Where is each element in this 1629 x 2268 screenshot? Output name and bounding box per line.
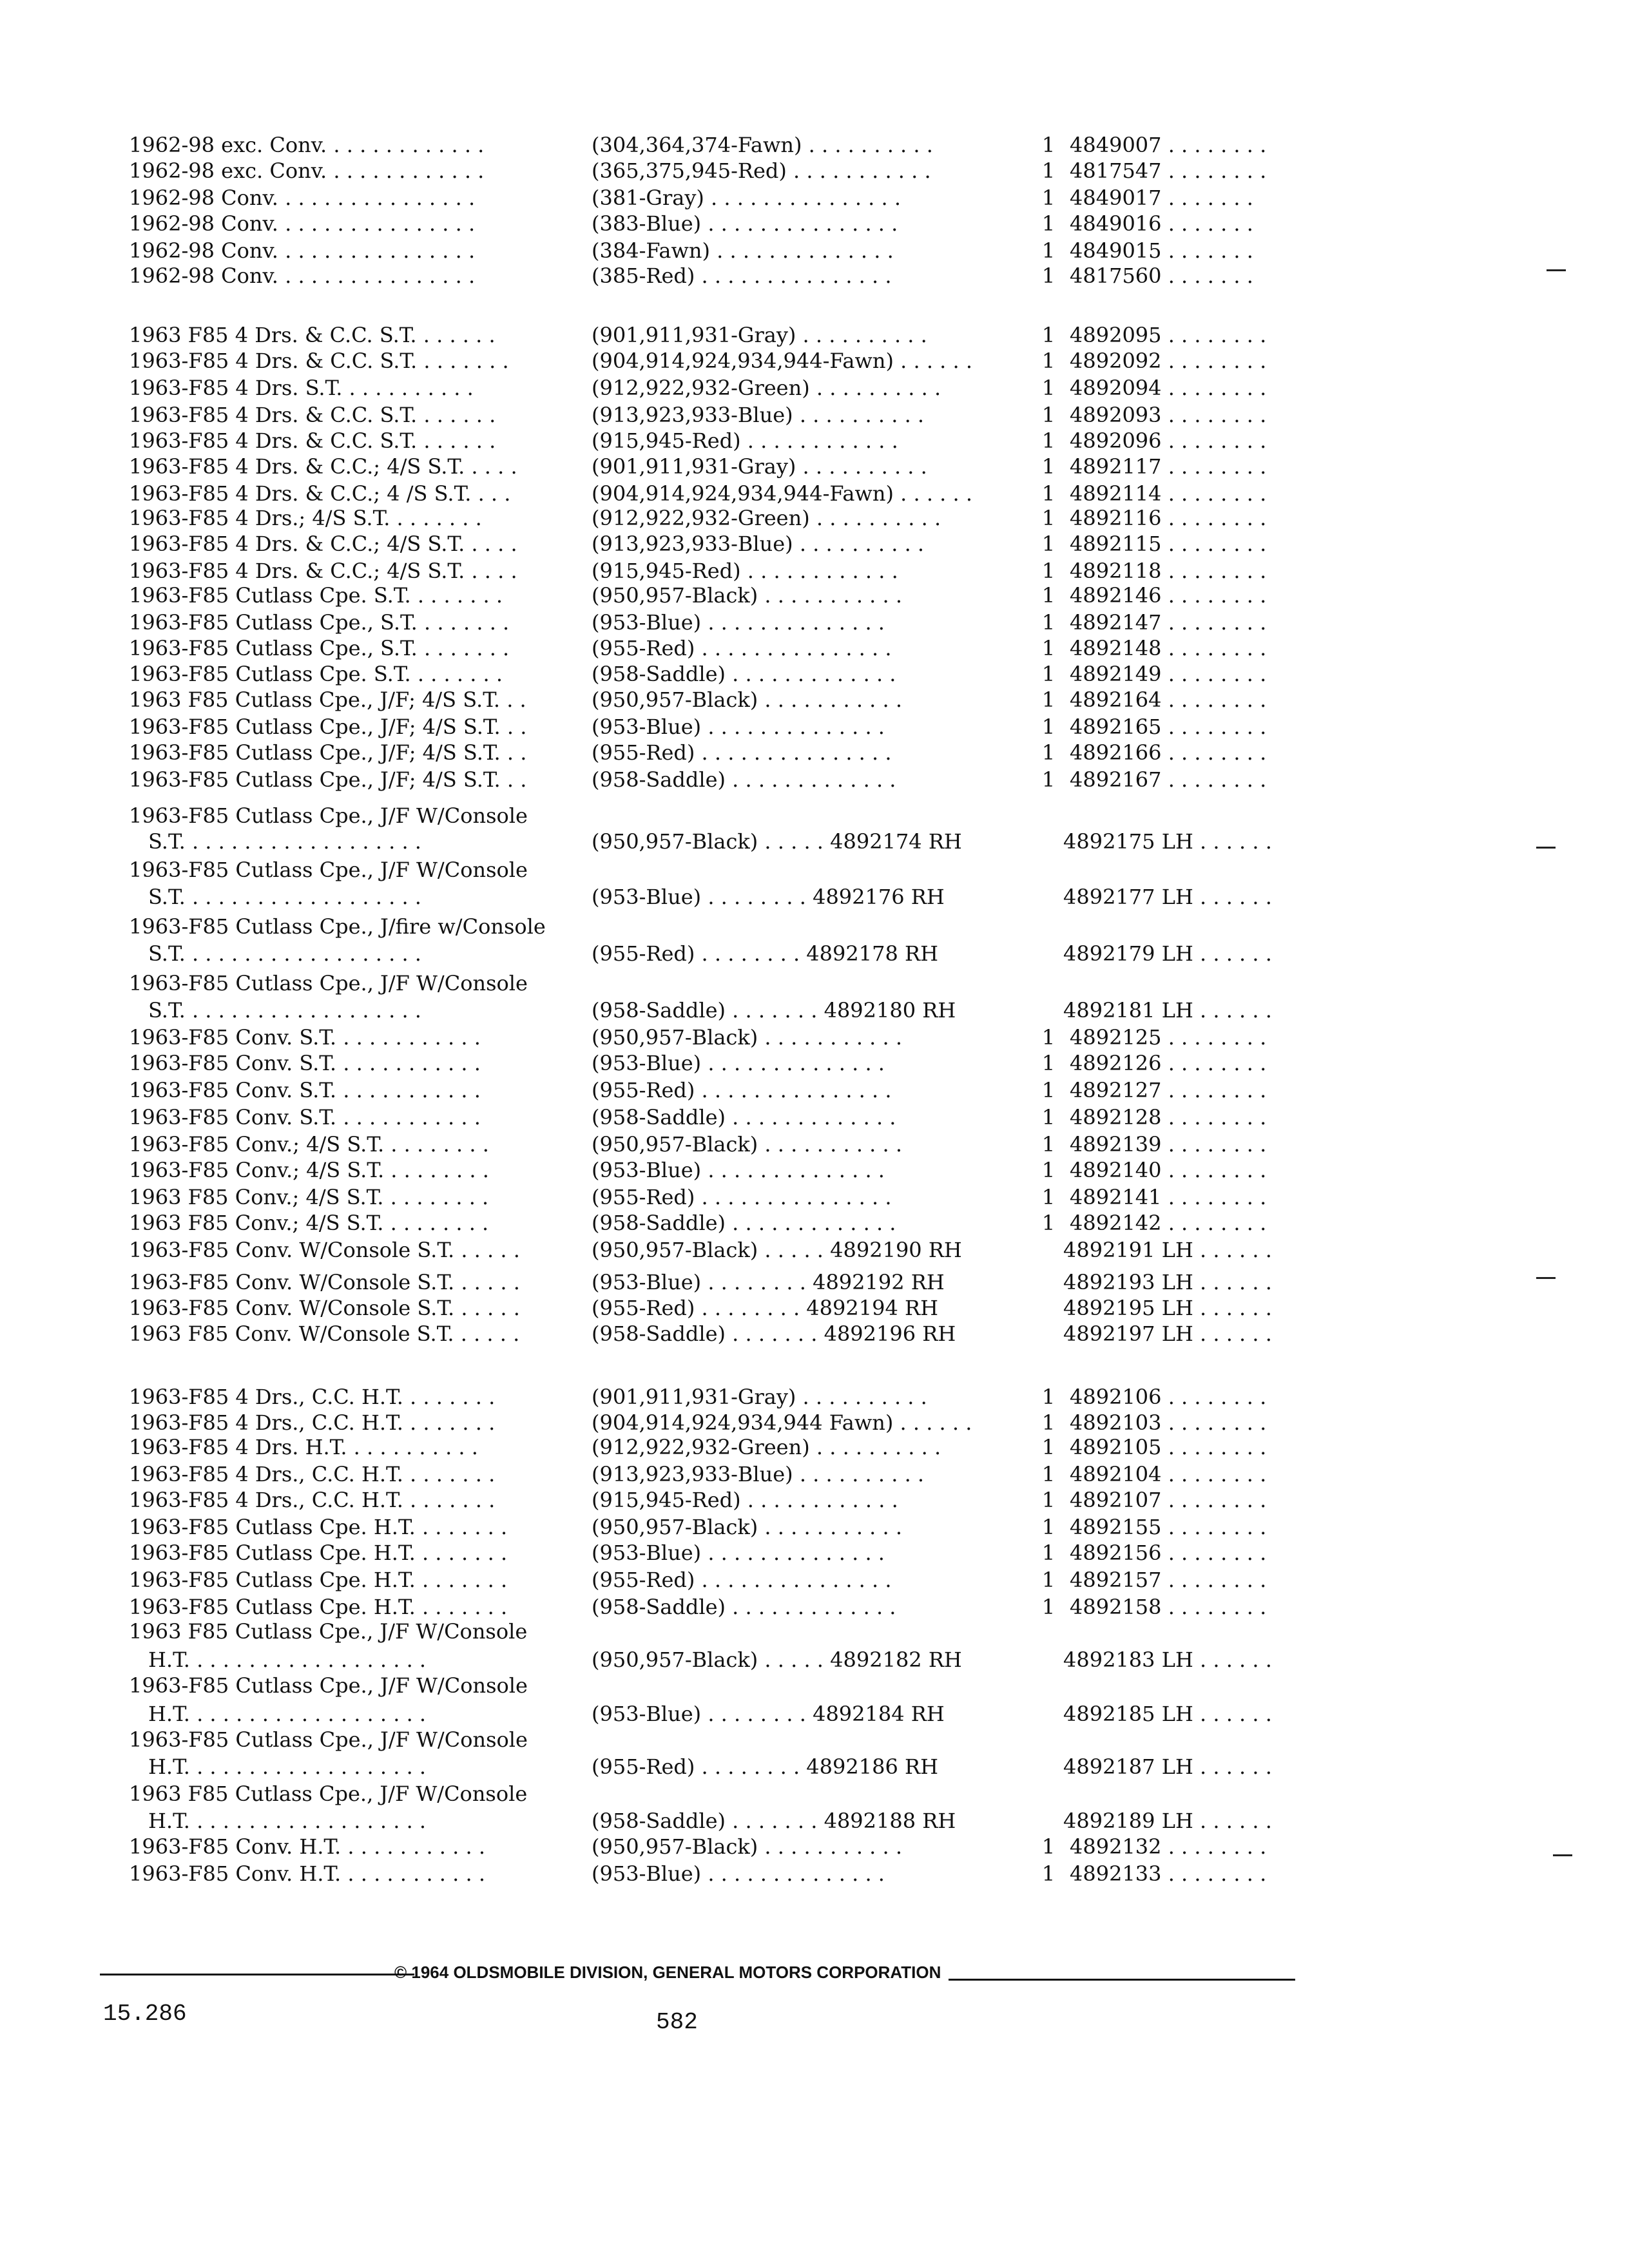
model-cell: H.T. . . . . . . . . . . . . . . . . . . xyxy=(148,1809,427,1833)
table-row xyxy=(0,1461,1629,1487)
model-cell: 1963-F85 Cutlass Cpe., J/F W/Console xyxy=(129,803,528,828)
part-number-cell: 4892141 . . . . . . . . xyxy=(1070,1185,1267,1209)
color-cell: (958-Saddle) . . . . . . . . . . . . . xyxy=(592,662,896,686)
quantity-cell: 1 xyxy=(1041,559,1055,583)
color-cell: (958-Saddle) . . . . . . . . . . . . . xyxy=(592,1595,896,1619)
part-number-cell: 4892156 . . . . . . . . xyxy=(1070,1541,1267,1565)
color-cell: (953-Blue) . . . . . . . . 4892192 RH xyxy=(592,1270,945,1294)
part-number-cell: 4892107 . . . . . . . . xyxy=(1070,1488,1267,1512)
color-cell: (383-Blue) . . . . . . . . . . . . . . . xyxy=(592,211,898,236)
color-cell: (955-Red) . . . . . . . . 4892194 RH xyxy=(592,1296,938,1320)
model-cell: 1963-F85 Conv. H.T. . . . . . . . . . . . xyxy=(129,1834,485,1859)
model-cell: 1963-F85 Conv.; 4/S S.T. . . . . . . . . xyxy=(129,1158,489,1182)
table-row xyxy=(0,767,1629,793)
quantity-cell: 1 xyxy=(1041,481,1055,506)
color-cell: (913,923,933-Blue) . . . . . . . . . . xyxy=(592,1462,925,1486)
model-cell: 1963 F85 4 Drs. & C.C. S.T. . . . . . . xyxy=(129,323,496,347)
color-cell: (950,957-Black) . . . . . . . . . . . xyxy=(592,1132,903,1157)
lh-part-number-cell: 4892177 LH . . . . . . xyxy=(1063,885,1272,909)
table-row xyxy=(0,1567,1629,1593)
table-row xyxy=(0,1487,1629,1513)
model-cell: 1962-98 Conv. . . . . . . . . . . . . . . . xyxy=(129,264,476,288)
color-cell: (304,364,374-Fawn) . . . . . . . . . . xyxy=(592,133,933,157)
table-row xyxy=(0,1131,1629,1157)
table-row xyxy=(0,1237,1629,1263)
quantity-cell: 1 xyxy=(1041,428,1055,453)
color-cell: (955-Red) . . . . . . . . . . . . . . . xyxy=(592,1185,892,1209)
color-cell: (955-Red) . . . . . . . . 4892178 RH xyxy=(592,941,938,966)
table-row xyxy=(0,1540,1629,1566)
model-cell: 1963-F85 Cutlass Cpe., J/F W/Console xyxy=(129,971,528,995)
quantity-cell: 1 xyxy=(1041,1078,1055,1102)
color-cell: (950,957-Black) . . . . . . . . . . . xyxy=(592,1025,903,1050)
part-number-cell: 4892147 . . . . . . . . xyxy=(1070,610,1267,635)
color-cell: (953-Blue) . . . . . . . . 4892184 RH xyxy=(592,1702,945,1726)
color-cell: (953-Blue) . . . . . . . . . . . . . . xyxy=(592,1861,885,1886)
color-cell: (958-Saddle) . . . . . . . 4892180 RH xyxy=(592,998,956,1023)
quantity-cell: 1 xyxy=(1041,1410,1055,1435)
color-cell: (950,957-Black) . . . . . . . . . . . xyxy=(592,583,903,608)
table-row xyxy=(0,185,1629,211)
part-number-cell: 4892133 . . . . . . . . xyxy=(1070,1861,1267,1886)
part-number-cell: 4892114 . . . . . . . . xyxy=(1070,481,1267,506)
model-cell: 1963-F85 Cutlass Cpe., J/F; 4/S S.T. . . xyxy=(129,767,527,792)
model-cell: 1963-F85 Cutlass Cpe., J/F; 4/S S.T. . . xyxy=(129,740,527,765)
quantity-cell: 1 xyxy=(1041,1051,1055,1075)
quantity-cell: 1 xyxy=(1041,662,1055,686)
table-row xyxy=(0,1024,1629,1050)
color-cell: (950,957-Black) . . . . . . . . . . . xyxy=(592,1515,903,1539)
lh-part-number-cell: 4892195 LH . . . . . . xyxy=(1063,1296,1272,1320)
quantity-cell: 1 xyxy=(1041,1435,1055,1459)
lh-part-number-cell: 4892183 LH . . . . . . xyxy=(1063,1648,1272,1672)
table-row xyxy=(0,1210,1629,1236)
table-row xyxy=(0,970,1629,996)
color-cell: (365,375,945-Red) . . . . . . . . . . . xyxy=(592,159,931,183)
table-row xyxy=(0,1619,1629,1644)
table-row xyxy=(0,610,1629,635)
table-row xyxy=(0,1184,1629,1210)
quantity-cell: 1 xyxy=(1041,349,1055,373)
quantity-cell: 1 xyxy=(1041,1132,1055,1157)
table-row xyxy=(0,997,1629,1023)
part-number-cell: 4892140 . . . . . . . . xyxy=(1070,1158,1267,1182)
model-cell: 1963-F85 Cutlass Cpe. H.T. . . . . . . . xyxy=(129,1541,508,1565)
table-row xyxy=(0,1321,1629,1347)
part-number-cell: 4892094 . . . . . . . . xyxy=(1070,376,1267,400)
part-number-cell: 4892092 . . . . . . . . xyxy=(1070,349,1267,373)
color-cell: (953-Blue) . . . . . . . . . . . . . . xyxy=(592,610,885,635)
model-cell: 1962-98 Conv. . . . . . . . . . . . . . . . xyxy=(129,186,476,210)
color-cell: (958-Saddle) . . . . . . . 4892196 RH xyxy=(592,1321,956,1346)
table-row xyxy=(0,884,1629,910)
quantity-cell: 1 xyxy=(1041,1515,1055,1539)
model-cell: 1963-F85 4 Drs. S.T. . . . . . . . . . . xyxy=(129,376,474,400)
part-number-cell: 4892127 . . . . . . . . xyxy=(1070,1078,1267,1102)
part-number-cell: 4892142 . . . . . . . . xyxy=(1070,1211,1267,1235)
color-cell: (904,914,924,934,944 Fawn) . . . . . . xyxy=(592,1410,972,1435)
color-cell: (913,923,933-Blue) . . . . . . . . . . xyxy=(592,403,925,427)
table-row xyxy=(0,1434,1629,1460)
quantity-cell: 1 xyxy=(1041,1834,1055,1859)
part-number-cell: 4817560 . . . . . . . xyxy=(1070,264,1253,288)
model-cell: 1963-F85 Conv. S.T. . . . . . . . . . . . xyxy=(129,1051,481,1075)
model-cell: H.T. . . . . . . . . . . . . . . . . . . xyxy=(148,1702,427,1726)
color-cell: (904,914,924,934,944-Fawn) . . . . . . xyxy=(592,349,973,373)
model-cell: 1962-98 exc. Conv. . . . . . . . . . . . . xyxy=(129,159,485,183)
table-row xyxy=(0,505,1629,531)
part-number-cell: 4892118 . . . . . . . . xyxy=(1070,559,1267,583)
color-cell: (381-Gray) . . . . . . . . . . . . . . . xyxy=(592,186,901,210)
part-number-cell: 4892128 . . . . . . . . xyxy=(1070,1105,1267,1129)
table-row xyxy=(0,1104,1629,1130)
model-cell: 1963-F85 Conv. W/Console S.T. . . . . . xyxy=(129,1296,520,1320)
quantity-cell: 1 xyxy=(1041,323,1055,347)
footer-rule-left xyxy=(100,1974,414,1975)
lh-part-number-cell: 4892191 LH . . . . . . xyxy=(1063,1238,1272,1262)
quantity-cell: 1 xyxy=(1041,1462,1055,1486)
quantity-cell: 1 xyxy=(1041,159,1055,183)
lh-part-number-cell: 4892189 LH . . . . . . xyxy=(1063,1809,1272,1833)
part-number-cell: 4892139 . . . . . . . . xyxy=(1070,1132,1267,1157)
table-row xyxy=(0,322,1629,348)
table-row xyxy=(0,1269,1629,1295)
color-cell: (955-Red) . . . . . . . . 4892186 RH xyxy=(592,1754,938,1779)
model-cell: 1963-F85 4 Drs.; 4/S S.T. . . . . . . . xyxy=(129,506,482,530)
color-cell: (953-Blue) . . . . . . . . . . . . . . xyxy=(592,1541,885,1565)
model-cell: 1963-F85 4 Drs. & C.C.; 4/S S.T. . . . . xyxy=(129,559,517,583)
quantity-cell: 1 xyxy=(1041,1025,1055,1050)
color-cell: (958-Saddle) . . . . . . . . . . . . . xyxy=(592,1105,896,1129)
model-cell: 1963-F85 Cutlass Cpe., J/fire w/Console xyxy=(129,914,546,939)
color-cell: (904,914,924,934,944-Fawn) . . . . . . xyxy=(592,481,973,506)
part-number-cell: 4892148 . . . . . . . . xyxy=(1070,636,1267,660)
part-number-cell: 4849017 . . . . . . . xyxy=(1070,186,1253,210)
table-row xyxy=(0,158,1629,184)
color-cell: (915,945-Red) . . . . . . . . . . . . xyxy=(592,428,898,453)
model-cell: 1963 F85 Cutlass Cpe., J/F W/Console xyxy=(129,1619,528,1644)
quantity-cell: 1 xyxy=(1041,1185,1055,1209)
part-number-cell: 4892158 . . . . . . . . xyxy=(1070,1595,1267,1619)
model-cell: 1963-F85 Cutlass Cpe., J/F W/Console xyxy=(129,858,528,882)
model-cell: S.T. . . . . . . . . . . . . . . . . . . xyxy=(148,885,421,909)
part-number-cell: 4892093 . . . . . . . . xyxy=(1070,403,1267,427)
table-row xyxy=(0,481,1629,506)
color-cell: (953-Blue) . . . . . . . . . . . . . . xyxy=(592,1158,885,1182)
part-number-cell: 4849015 . . . . . . . xyxy=(1070,238,1253,263)
quantity-cell: 1 xyxy=(1041,687,1055,712)
color-cell: (913,923,933-Blue) . . . . . . . . . . xyxy=(592,532,925,556)
quantity-cell: 1 xyxy=(1041,610,1055,635)
quantity-cell: 1 xyxy=(1041,454,1055,479)
model-cell: 1963-F85 4 Drs. & C.C. S.T. . . . . . . . xyxy=(129,349,509,373)
part-number-cell: 4892116 . . . . . . . . xyxy=(1070,506,1267,530)
part-number-cell: 4817547 . . . . . . . . xyxy=(1070,159,1267,183)
quantity-cell: 1 xyxy=(1041,376,1055,400)
part-number-cell: 4892106 . . . . . . . . xyxy=(1070,1385,1267,1409)
quantity-cell: 1 xyxy=(1041,1105,1055,1129)
table-row xyxy=(0,1050,1629,1076)
table-row xyxy=(0,635,1629,661)
lh-part-number-cell: 4892175 LH . . . . . . xyxy=(1063,829,1272,854)
part-number-cell: 4892146 . . . . . . . . xyxy=(1070,583,1267,608)
table-row xyxy=(0,1157,1629,1183)
model-cell: 1963-F85 Cutlass Cpe. S.T. . . . . . . . xyxy=(129,662,503,686)
color-cell: (953-Blue) . . . . . . . . . . . . . . xyxy=(592,1051,885,1075)
table-row xyxy=(0,1673,1629,1698)
table-row xyxy=(0,1514,1629,1540)
part-number-cell: 4892104 . . . . . . . . xyxy=(1070,1462,1267,1486)
color-cell: (953-Blue) . . . . . . . . . . . . . . xyxy=(592,715,885,739)
table-row xyxy=(0,558,1629,584)
model-cell: 1963-F85 Cutlass Cpe., J/F W/Console xyxy=(129,1673,528,1698)
quantity-cell: 1 xyxy=(1041,133,1055,157)
model-cell: 1963-F85 Cutlass Cpe. S.T. . . . . . . . xyxy=(129,583,503,608)
color-cell: (901,911,931-Gray) . . . . . . . . . . xyxy=(592,323,927,347)
table-row xyxy=(0,263,1629,289)
model-cell: 1963-F85 Cutlass Cpe., J/F; 4/S S.T. . . xyxy=(129,715,527,739)
part-number-cell: 4892105 . . . . . . . . xyxy=(1070,1435,1267,1459)
color-cell: (950,957-Black) . . . . . . . . . . . xyxy=(592,1834,903,1859)
model-cell: 1963-F85 Conv. S.T. . . . . . . . . . . . xyxy=(129,1105,481,1129)
model-cell: 1963 F85 Conv. W/Console S.T. . . . . . xyxy=(129,1321,520,1346)
table-row xyxy=(0,941,1629,966)
part-number-cell: 4892115 . . . . . . . . xyxy=(1070,532,1267,556)
model-cell: 1963-F85 4 Drs. H.T. . . . . . . . . . . xyxy=(129,1435,478,1459)
part-number-cell: 4892126 . . . . . . . . xyxy=(1070,1051,1267,1075)
model-cell: 1963-F85 4 Drs., C.C. H.T. . . . . . . . xyxy=(129,1385,496,1409)
model-cell: 1963-F85 Conv. S.T. . . . . . . . . . . . xyxy=(129,1078,481,1102)
margin-mark xyxy=(1547,269,1566,271)
color-cell: (958-Saddle) . . . . . . . 4892188 RH xyxy=(592,1809,956,1833)
table-row xyxy=(0,1647,1629,1673)
color-cell: (901,911,931-Gray) . . . . . . . . . . xyxy=(592,1385,927,1409)
quantity-cell: 1 xyxy=(1041,506,1055,530)
color-cell: (950,957-Black) . . . . . 4892190 RH xyxy=(592,1238,962,1262)
table-row xyxy=(0,428,1629,454)
table-row xyxy=(0,1861,1629,1887)
quantity-cell: 1 xyxy=(1041,583,1055,608)
lh-part-number-cell: 4892197 LH . . . . . . xyxy=(1063,1321,1272,1346)
part-number-cell: 4892149 . . . . . . . . xyxy=(1070,662,1267,686)
table-row xyxy=(0,1410,1629,1436)
model-cell: H.T. . . . . . . . . . . . . . . . . . . xyxy=(148,1754,427,1779)
color-cell: (912,922,932-Green) . . . . . . . . . . xyxy=(592,1435,941,1459)
table-row xyxy=(0,914,1629,939)
color-cell: (955-Red) . . . . . . . . . . . . . . . xyxy=(592,740,892,765)
quantity-cell: 1 xyxy=(1041,1568,1055,1592)
table-row xyxy=(0,714,1629,740)
quantity-cell: 1 xyxy=(1041,1158,1055,1182)
table-row xyxy=(0,1701,1629,1727)
table-row xyxy=(0,211,1629,236)
model-cell: 1962-98 exc. Conv. . . . . . . . . . . . . xyxy=(129,133,485,157)
model-cell: 1962-98 Conv. . . . . . . . . . . . . . . . xyxy=(129,238,476,263)
quantity-cell: 1 xyxy=(1041,1861,1055,1886)
quantity-cell: 1 xyxy=(1041,211,1055,236)
part-number-cell: 4892157 . . . . . . . . xyxy=(1070,1568,1267,1592)
color-cell: (958-Saddle) . . . . . . . . . . . . . xyxy=(592,767,896,792)
table-row xyxy=(0,1594,1629,1620)
color-cell: (950,957-Black) . . . . . . . . . . . xyxy=(592,687,903,712)
model-cell: 1963-F85 Conv. W/Console S.T. . . . . . xyxy=(129,1238,520,1262)
margin-mark xyxy=(1536,847,1556,849)
lh-part-number-cell: 4892181 LH . . . . . . xyxy=(1063,998,1272,1023)
table-row xyxy=(0,661,1629,687)
margin-mark xyxy=(1536,1277,1556,1279)
table-row xyxy=(0,740,1629,765)
quantity-cell: 1 xyxy=(1041,532,1055,556)
model-cell: 1963 F85 Conv.; 4/S S.T. . . . . . . . . xyxy=(129,1185,489,1209)
table-row xyxy=(0,1295,1629,1321)
copyright-notice: © 1964 OLDSMOBILE DIVISION, GENERAL MOTORS CORPORATION xyxy=(394,1963,941,1982)
color-cell: (955-Red) . . . . . . . . . . . . . . . xyxy=(592,1568,892,1592)
model-cell: 1963-F85 Cutlass Cpe. H.T. . . . . . . . xyxy=(129,1515,508,1539)
part-number-cell: 4892164 . . . . . . . . xyxy=(1070,687,1267,712)
model-cell: 1963-F85 4 Drs. & C.C.; 4/S S.T. . . . . xyxy=(129,454,517,479)
model-cell: 1963 F85 Cutlass Cpe., J/F W/Console xyxy=(129,1782,528,1806)
part-number-cell: 4849007 . . . . . . . . xyxy=(1070,133,1267,157)
table-row xyxy=(0,402,1629,428)
model-cell: 1963-F85 Conv. W/Console S.T. . . . . . xyxy=(129,1270,520,1294)
table-row xyxy=(0,375,1629,401)
lh-part-number-cell: 4892179 LH . . . . . . xyxy=(1063,941,1272,966)
lh-part-number-cell: 4892185 LH . . . . . . xyxy=(1063,1702,1272,1726)
model-cell: 1963-F85 Cutlass Cpe., J/F W/Console xyxy=(129,1727,528,1752)
quantity-cell: 1 xyxy=(1041,1595,1055,1619)
color-cell: (950,957-Black) . . . . . 4892174 RH xyxy=(592,829,962,854)
table-row xyxy=(0,1781,1629,1807)
model-cell: 1963-F85 4 Drs., C.C. H.T. . . . . . . . xyxy=(129,1488,496,1512)
footer-rule-right xyxy=(949,1979,1295,1981)
color-cell: (901,911,931-Gray) . . . . . . . . . . xyxy=(592,454,927,479)
model-cell: S.T. . . . . . . . . . . . . . . . . . . xyxy=(148,829,421,854)
table-row xyxy=(0,1727,1629,1753)
part-number-cell: 4892125 . . . . . . . . xyxy=(1070,1025,1267,1050)
page-number: 582 xyxy=(656,2009,698,2035)
model-cell: 1962-98 Conv. . . . . . . . . . . . . . . . xyxy=(129,211,476,236)
model-cell: 1963-F85 Cutlass Cpe. H.T. . . . . . . . xyxy=(129,1568,508,1592)
table-row xyxy=(0,687,1629,713)
color-cell: (912,922,932-Green) . . . . . . . . . . xyxy=(592,506,941,530)
model-cell: 1963-F85 Cutlass Cpe., S.T. . . . . . . . xyxy=(129,636,510,660)
part-number-cell: 4892103 . . . . . . . . xyxy=(1070,1410,1267,1435)
model-cell: 1963-F85 4 Drs. & C.C.; 4/S S.T. . . . . xyxy=(129,532,517,556)
lh-part-number-cell: 4892193 LH . . . . . . xyxy=(1063,1270,1272,1294)
quantity-cell: 1 xyxy=(1041,767,1055,792)
part-number-cell: 4892155 . . . . . . . . xyxy=(1070,1515,1267,1539)
color-cell: (915,945-Red) . . . . . . . . . . . . xyxy=(592,559,898,583)
table-row xyxy=(0,857,1629,883)
model-cell: H.T. . . . . . . . . . . . . . . . . . . xyxy=(148,1648,427,1672)
lh-part-number-cell: 4892187 LH . . . . . . xyxy=(1063,1754,1272,1779)
quantity-cell: 1 xyxy=(1041,1541,1055,1565)
model-cell: 1963-F85 Cutlass Cpe., S.T. . . . . . . . xyxy=(129,610,510,635)
quantity-cell: 1 xyxy=(1041,715,1055,739)
table-row xyxy=(0,1808,1629,1834)
table-row xyxy=(0,1834,1629,1860)
color-cell: (915,945-Red) . . . . . . . . . . . . xyxy=(592,1488,898,1512)
model-cell: S.T. . . . . . . . . . . . . . . . . . . xyxy=(148,998,421,1023)
model-cell: 1963 F85 Conv.; 4/S S.T. . . . . . . . . xyxy=(129,1211,489,1235)
model-cell: S.T. . . . . . . . . . . . . . . . . . . xyxy=(148,941,421,966)
margin-mark xyxy=(1553,1854,1572,1856)
color-cell: (384-Fawn) . . . . . . . . . . . . . . xyxy=(592,238,894,263)
part-number-cell: 4892166 . . . . . . . . xyxy=(1070,740,1267,765)
part-number-cell: 4892132 . . . . . . . . xyxy=(1070,1834,1267,1859)
color-cell: (955-Red) . . . . . . . . . . . . . . . xyxy=(592,1078,892,1102)
quantity-cell: 1 xyxy=(1041,1211,1055,1235)
part-number-cell: 4849016 . . . . . . . xyxy=(1070,211,1253,236)
color-cell: (953-Blue) . . . . . . . . 4892176 RH xyxy=(592,885,945,909)
color-cell: (912,922,932-Green) . . . . . . . . . . xyxy=(592,376,941,400)
part-number-cell: 4892096 . . . . . . . . xyxy=(1070,428,1267,453)
table-row xyxy=(0,803,1629,829)
model-cell: 1963 F85 Cutlass Cpe., J/F; 4/S S.T. . . xyxy=(129,687,526,712)
quantity-cell: 1 xyxy=(1041,264,1055,288)
table-row xyxy=(0,1384,1629,1410)
color-cell: (958-Saddle) . . . . . . . . . . . . . xyxy=(592,1211,896,1235)
model-cell: 1963-F85 Cutlass Cpe. H.T. . . . . . . . xyxy=(129,1595,508,1619)
color-cell: (955-Red) . . . . . . . . . . . . . . . xyxy=(592,636,892,660)
color-cell: (385-Red) . . . . . . . . . . . . . . . xyxy=(592,264,892,288)
model-cell: 1963-F85 4 Drs. & C.C.; 4 /S S.T. . . . xyxy=(129,481,511,506)
quantity-cell: 1 xyxy=(1041,238,1055,263)
quantity-cell: 1 xyxy=(1041,1385,1055,1409)
section-number: 15.286 xyxy=(103,2001,187,2027)
model-cell: 1963-F85 4 Drs. & C.C. S.T. . . . . . . xyxy=(129,403,496,427)
model-cell: 1963-F85 4 Drs., C.C. H.T. . . . . . . . xyxy=(129,1462,496,1486)
table-row xyxy=(0,348,1629,374)
quantity-cell: 1 xyxy=(1041,740,1055,765)
model-cell: 1963-F85 Conv. S.T. . . . . . . . . . . . xyxy=(129,1025,481,1050)
part-number-cell: 4892117 . . . . . . . . xyxy=(1070,454,1267,479)
table-row xyxy=(0,132,1629,158)
quantity-cell: 1 xyxy=(1041,1488,1055,1512)
table-row xyxy=(0,1754,1629,1780)
model-cell: 1963-F85 4 Drs., C.C. H.T. . . . . . . . xyxy=(129,1410,496,1435)
table-row xyxy=(0,454,1629,479)
model-cell: 1963-F85 Conv.; 4/S S.T. . . . . . . . . xyxy=(129,1132,489,1157)
part-number-cell: 4892095 . . . . . . . . xyxy=(1070,323,1267,347)
part-number-cell: 4892165 . . . . . . . . xyxy=(1070,715,1267,739)
table-row xyxy=(0,1077,1629,1103)
color-cell: (950,957-Black) . . . . . 4892182 RH xyxy=(592,1648,962,1672)
part-number-cell: 4892167 . . . . . . . . xyxy=(1070,767,1267,792)
table-row xyxy=(0,582,1629,608)
model-cell: 1963-F85 4 Drs. & C.C. S.T. . . . . . . xyxy=(129,428,496,453)
table-row xyxy=(0,531,1629,557)
table-row xyxy=(0,829,1629,854)
table-row xyxy=(0,238,1629,264)
model-cell: 1963-F85 Conv. H.T. . . . . . . . . . . . xyxy=(129,1861,485,1886)
quantity-cell: 1 xyxy=(1041,403,1055,427)
quantity-cell: 1 xyxy=(1041,186,1055,210)
quantity-cell: 1 xyxy=(1041,636,1055,660)
